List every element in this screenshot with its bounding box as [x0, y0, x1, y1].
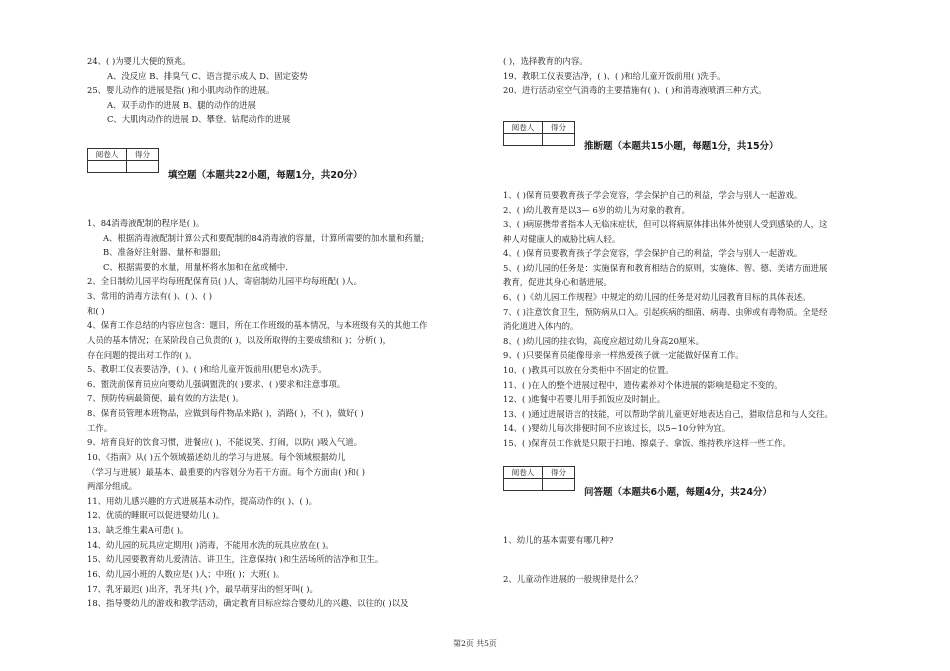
text-line: 6、盥洗前保育员应向婴幼儿强调盥洗的( )要求、( )要求和注意事项。	[87, 378, 346, 389]
text-line: 2、( )幼儿教育是以3— 6岁的幼儿为对象的教育。	[503, 204, 690, 215]
grader-cell	[504, 479, 543, 491]
text-line: 和( )	[87, 305, 105, 316]
text-line: 9、( )只要保育员能像母亲一样热爱孩子就一定能做好保育工作。	[503, 350, 744, 361]
text-line: 11、( )在人的整个进展过程中，遗传素养对个体进展的影响是稳定不变的。	[503, 379, 783, 390]
text-line: 3、常用的消毒方法有( )、( )、( )	[87, 291, 213, 302]
text-line: 14、幼儿园的玩具应定期用( )消毒，不能用水洗的玩具应放在( )。	[87, 539, 334, 550]
text-line: 1、幼儿的基本需要有哪几种?	[503, 535, 614, 545]
text-line: （学习与进展）最基本、最重要的内容划分为若干方面。每个方面由( )和( )	[87, 466, 366, 477]
grader-label: 阅卷人	[504, 467, 543, 479]
text-line: 10、《指南》从( )五个领域描述幼儿的学习与进展。每个领域根据幼儿	[87, 451, 346, 462]
score-cell	[543, 134, 575, 146]
text-line: 4、保育工作总结的内容应包含：题目，所在工作班级的基本情况，与本班级有关的其他工作	[87, 320, 428, 331]
text-line: A、双手动作的进展 B、腿的动作的进展	[107, 99, 256, 110]
text-line: 24、( )为婴儿大便的预兆。	[87, 56, 191, 66]
text-line: 种人对健康人的威胁比病人轻。	[503, 233, 621, 244]
text-line: 15、( )保育员工作就是只限于扫地、擦桌子、拿饭、维持秩序这样一些工作。	[503, 437, 791, 448]
score-cell	[543, 479, 575, 491]
score-label: 得分	[543, 122, 575, 134]
text-line: 存在问题的提出对工作的( )。	[87, 349, 197, 360]
text-line: 11、用幼儿感兴趣的方式进展基本动作，提高动作的( )、( )。	[87, 495, 318, 506]
score-label: 得分	[127, 149, 159, 161]
text-line: C、大肌肉动作的进展 D、攀登、钻爬动作的进展	[107, 114, 291, 125]
text-line: 5、教职工仪表要洁净，( )、( )和给儿童开饭前用(肥皂水)洗手。	[87, 364, 327, 375]
text-line: A、根据消毒液配制计算公式和要配制的84消毒液的容量，计算所需要的加水量和药量;	[103, 232, 425, 243]
text-line: 教育，促进其身心和谐进展。	[503, 277, 612, 288]
text-line: 人员的基本情况；在某阶段自己负责的( )，以及所取得的主要成绩和( )；分析( )，	[87, 334, 391, 345]
text-line: 13、缺乏维生素A可患( )。	[87, 525, 189, 536]
text-line: 9、培育良好的饮食习惯，进餐应( )，不能说笑、打闹，以防( )吸入气道。	[87, 437, 362, 448]
score-cell	[127, 161, 159, 173]
text-line: 12、( )進餐中若婴儿用手抓饭应及时制止。	[503, 394, 666, 405]
score-table-qa	[503, 466, 575, 491]
score-label: 得分	[543, 467, 575, 479]
text-line: 16、幼儿园小班的人数应是( )人；中班( )；大班( )。	[87, 568, 285, 579]
text-line: 6、( )《幼儿园工作规程》中规定的幼儿园的任务是对幼儿园教育目标的具体表述。	[503, 292, 811, 303]
text-line: 10、( )教具可以放在分类柜中不固定的位置。	[503, 364, 674, 375]
text-line: ( )，选择教育的内容。	[503, 56, 588, 66]
section-title-judgement: 推断题（本题共15小题，每题1分，共15分）	[584, 141, 779, 152]
text-line: 2、儿童动作进展的一般规律是什么？	[503, 574, 643, 584]
score-table-judgement	[503, 121, 575, 146]
section-title-fill-in: 填空题（本题共22小题，每题1分，共20分）	[168, 170, 363, 181]
text-line: 1、( )保育员要教育孩子学会宽容，学会保护自己的利益，学会与别人一起游戏。	[503, 190, 803, 200]
text-line: 5、( )幼儿园的任务是：实施保育和教育相结合的原则，实施体、智、德、美诸方面进展	[503, 262, 828, 273]
text-line: 3、( )病原携带者指本人无临床症状，但可以将病原体排出体外使别人受到感染的人，这	[503, 219, 828, 230]
text-line: 7、预防传病最简便、最有效的方法是( )。	[87, 393, 244, 404]
text-line: 19、教职工仪表要洁净，( )、( )和给儿童开饭前用( )洗手。	[503, 70, 726, 81]
text-line: 8、保育员管理本班物品，应做到每件物品来路( )，消路( )，不( )，做好( )	[87, 408, 364, 419]
score-table-fill-in	[87, 148, 159, 173]
page-footer: 第2页 共5页	[453, 639, 497, 648]
text-line: 25、婴儿动作的进展是指( )和小肌肉动作的进展。	[87, 85, 275, 96]
text-line: 13、( )通过进展语言的技能，可以帮助学前儿童更好地表达自己，猎取信息和与人交往。	[503, 408, 833, 419]
text-line: 消化道进入体内的。	[503, 321, 579, 332]
text-line: 12、优质的睡眠可以促进婴幼儿( )。	[87, 510, 225, 521]
text-line: 2、全日制幼儿园平均每班配保育员( )人，寄宿制幼儿园平均每班配( )人。	[87, 276, 362, 287]
text-line: C、根据需要的水量，用量杯将水加和在盆或桶中.	[103, 261, 288, 272]
text-line: 7、( )注意饮食卫生，预防病从口入。引起疾病的细菌、病毒、虫卵或有毒物质。全是经	[503, 306, 828, 317]
text-line: 工作。	[87, 422, 113, 433]
grader-cell	[504, 134, 543, 146]
text-line: B、准备好注射器、量杯和器皿;	[103, 247, 221, 258]
grader-label: 阅卷人	[504, 122, 543, 134]
text-line: 17、乳牙最迟( )出齐，乳牙共( )个，最早萌芽出的恒牙叫( )。	[87, 583, 318, 594]
text-line: 1、84消毒液配制的程序是( )。	[87, 218, 205, 228]
section-title-qa: 问答题（本题共6小题，每题4分，共24分）	[584, 487, 772, 498]
grader-label: 阅卷人	[88, 149, 127, 161]
text-line: 20、进行活动室空气消毒的主要措施有( )、( )和消毒液喷洒三种方式。	[503, 85, 767, 96]
grader-cell	[88, 161, 127, 173]
text-line: 14、( )婴幼儿每次排便时间不应该过长，以5~10分钟为宜。	[503, 423, 731, 434]
text-line: 4、( )保育员要教育孩子学会宽容，学会保护自己的利益，学会与别人一起游戏。	[503, 248, 803, 259]
text-line: 两部分组成。	[87, 481, 138, 492]
text-line: 18、指导婴幼儿的游戏和教学活动，确定教育目标应综合婴幼儿的兴趣、以往的( )以及	[87, 598, 409, 609]
text-line: 8、( )幼儿园的挂衣钩，高度应超过幼儿身高20厘米。	[503, 335, 705, 346]
text-line: 15、幼儿园要教育幼儿爱清洁、讲卫生，注意保持( )和生活场所的洁净和卫生。	[87, 554, 384, 565]
text-line: A、没反应 B、排臭气 C、语言提示成人 D、固定姿势	[107, 70, 308, 81]
